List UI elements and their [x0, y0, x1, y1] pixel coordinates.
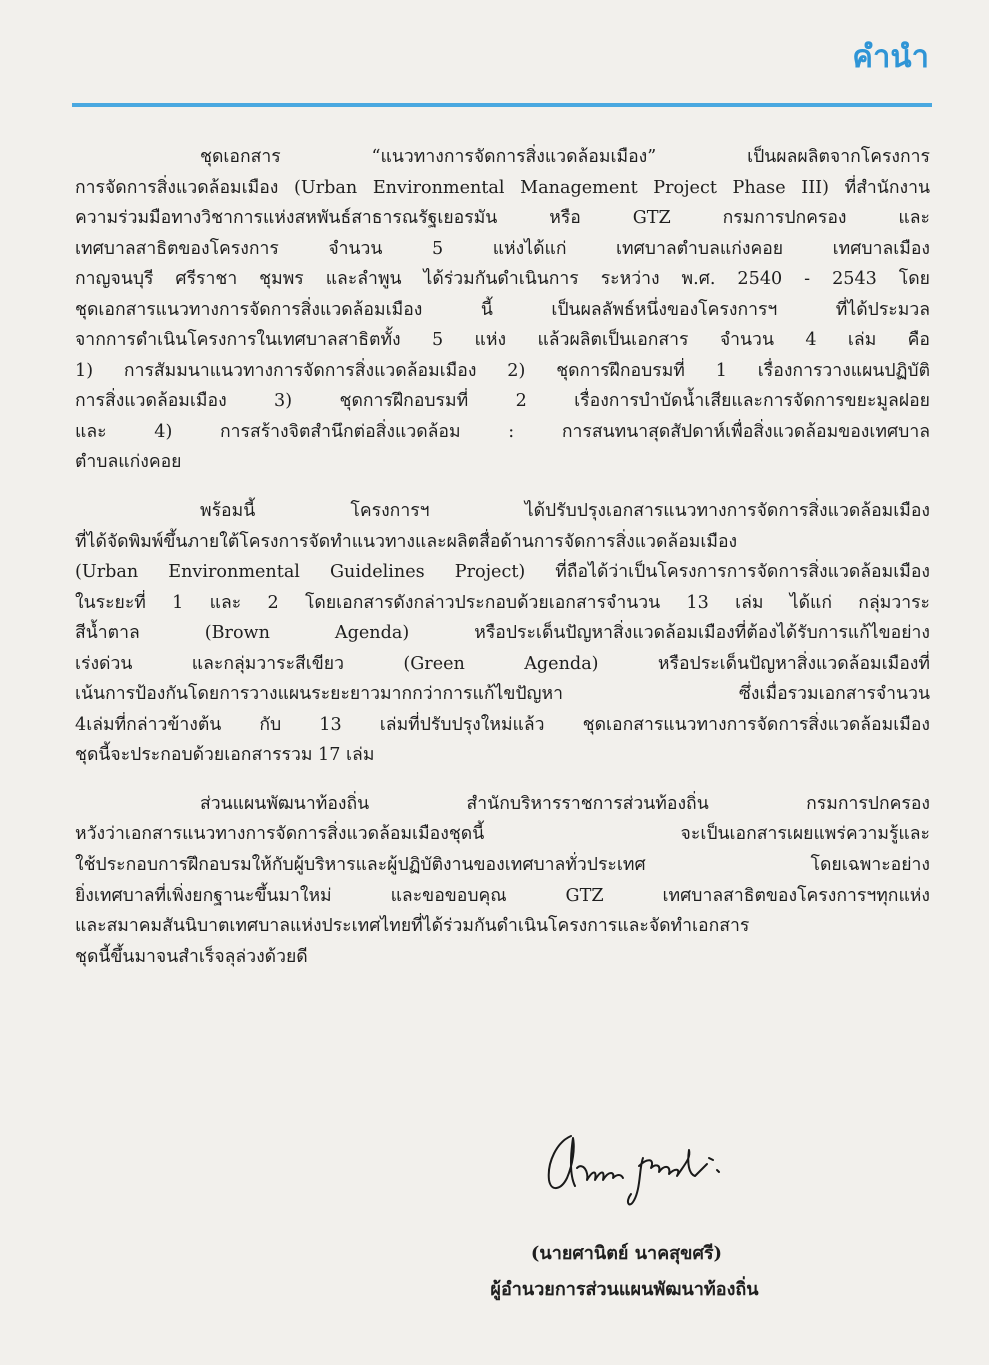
paragraph-line: ส่วนแผนพัฒนาท้องถิ่น สำนักบริหารราชการส่วนท้องถิ่น กรมการปกครอง: [200, 793, 930, 814]
paragraph-line: ตำบลแก่งคอย: [75, 452, 182, 473]
paragraph-line: ยิ่งเทศบาลที่เพิ่งยกฐานะขึ้นมาใหม่ และขอขอบคุณ GTZ เทศบาลสาธิตของโครงการฯทุกแห่ง: [75, 885, 930, 906]
paragraph-line: หวังว่าเอกสารแนวทางการจัดการสิ่งแวดล้อมเมืองชุดนี้ จะเป็นเอกสารเผยแพร่ความรู้และ: [75, 824, 930, 845]
paragraph-2: [75, 496, 930, 771]
paragraph-line: ชุดเอกสารแนวทางการจัดการสิ่งแวดล้อมเมือง นี้ เป็นผลลัพธ์หนึ่งของโครงการฯ ที่ได้ประมวล: [75, 299, 930, 320]
paragraph-line: จากการดำเนินโครงการในเทศบาลสาธิตทั้ง 5 แห่ง แล้วผลิตเป็นเอกสาร จำนวน 4 เล่ม คือ: [75, 330, 930, 351]
title-divider: [72, 103, 932, 107]
paragraph-line: 1) การสัมมนาแนวทางการจัดการสิ่งแวดล้อมเมือง 2) ชุดการฝึกอบรมที่ 1 เรื่องการวางแผนปฏิบัติ: [75, 360, 930, 381]
paragraph-line: (Urban Environmental Guidelines Project) ที่ถือได้ว่าเป็นโครงการการจัดการสิ่งแวดล้อมเมือง: [75, 562, 930, 583]
paragraph-line: ชุดเอกสาร “แนวทางการจัดการสิ่งแวดล้อมเมือง” เป็นผลผลิตจากโครงการ: [200, 147, 930, 167]
paragraph-line: เน้นการป้องกันโดยการวางแผนระยะยาวมากกว่าการแก้ไขปัญหา ซึ่งเมื่อรวมเอกสารจำนวน: [75, 684, 930, 705]
page-title: คำนำ: [852, 39, 929, 75]
preface-body: [75, 142, 930, 990]
paragraph-line: ที่ได้จัดพิมพ์ขึ้นภายใต้โครงการจัดทำแนวทางและผลิตสื่อด้านการจัดการสิ่งแวดล้อมเมือง: [75, 531, 738, 552]
paragraph-line: และ 4) การสร้างจิตสำนึกต่อสิ่งแวดล้อม : การสนทนาสุดสัปดาห์เพื่อสิ่งแวดล้อมของเทศบาล: [75, 421, 930, 442]
paragraph-line: และสมาคมสันนิบาตเทศบาลแห่งประเทศไทยที่ได้ร่วมกันดำเนินโครงการและจัดทำเอกสาร: [75, 916, 750, 937]
paragraph-line: ชุดนี้ขึ้นมาจนสำเร็จลุล่วงด้วยดี: [75, 946, 308, 967]
handwritten-signature: [535, 1128, 755, 1218]
paragraph-1: [75, 142, 930, 478]
paragraph-line: ใช้ประกอบการฝึกอบรมให้กับผู้บริหารและผู้ปฏิบัติงานของเทศบาลทั่วประเทศ โดยเฉพาะอย่าง: [75, 855, 930, 876]
paragraph-line: พร้อมนี้ โครงการฯ ได้ปรับปรุงเอกสารแนวทางการจัดการสิ่งแวดล้อมเมือง: [200, 501, 930, 522]
paragraph-line: 4เล่มที่กล่าวข้างต้น กับ 13 เล่มที่ปรับปรุงใหม่แล้ว ชุดเอกสารแนวทางการจัดการสิ่งแวดล้อมเมือง: [75, 714, 930, 735]
paragraph-line: ในระยะที่ 1 และ 2 โดยเอกสารดังกล่าวประกอบด้วยเอกสารจำนวน 13 เล่ม ได้แก่ กลุ่มวาระ: [75, 592, 930, 613]
paragraph-line: การจัดการสิ่งแวดล้อมเมือง (Urban Environmental Management Project Phase III) ที่สำนักงาน: [75, 177, 930, 198]
paragraph-line: สีน้ำตาล (Brown Agenda) หรือประเด็นปัญหาสิ่งแวดล้อมเมืองที่ต้องได้รับการแก้ไขอย่าง: [75, 623, 930, 644]
paragraph-line: ชุดนี้จะประกอบด้วยเอกสารรวม 17 เล่ม: [75, 745, 375, 766]
paragraph-line: การสิ่งแวดล้อมเมือง 3) ชุดการฝึกอบรมที่ 2 เรื่องการบำบัดน้ำเสียและการจัดการขยะมูลฝอย: [75, 391, 930, 412]
paragraph-line: ความร่วมมือทางวิชาการแห่งสหพันธ์สาธารณรัฐเยอรมัน หรือ GTZ กรมการปกครอง และ: [75, 208, 930, 229]
paragraph-line: กาญจนบุรี ศรีราชา ชุมพร และลำพูน ได้ร่วมกันดำเนินการ ระหว่าง พ.ศ. 2540 - 2543 โดย: [75, 269, 930, 290]
paragraph-3: [75, 789, 930, 972]
signer-name: (นายศานิตย์ นาคสุขศรี): [530, 1243, 723, 1264]
signer-title: ผู้อำนวยการส่วนแผนพัฒนาท้องถิ่น: [490, 1279, 759, 1300]
paragraph-line: เร่งด่วน และกลุ่มวาระสีเขียว (Green Agenda) หรือประเด็นปัญหาสิ่งแวดล้อมเมืองที่: [75, 653, 930, 674]
paragraph-line: เทศบาลสาธิตของโครงการ จำนวน 5 แห่งได้แก่ เทศบาลตำบลแก่งคอย เทศบาลเมือง: [75, 238, 930, 259]
